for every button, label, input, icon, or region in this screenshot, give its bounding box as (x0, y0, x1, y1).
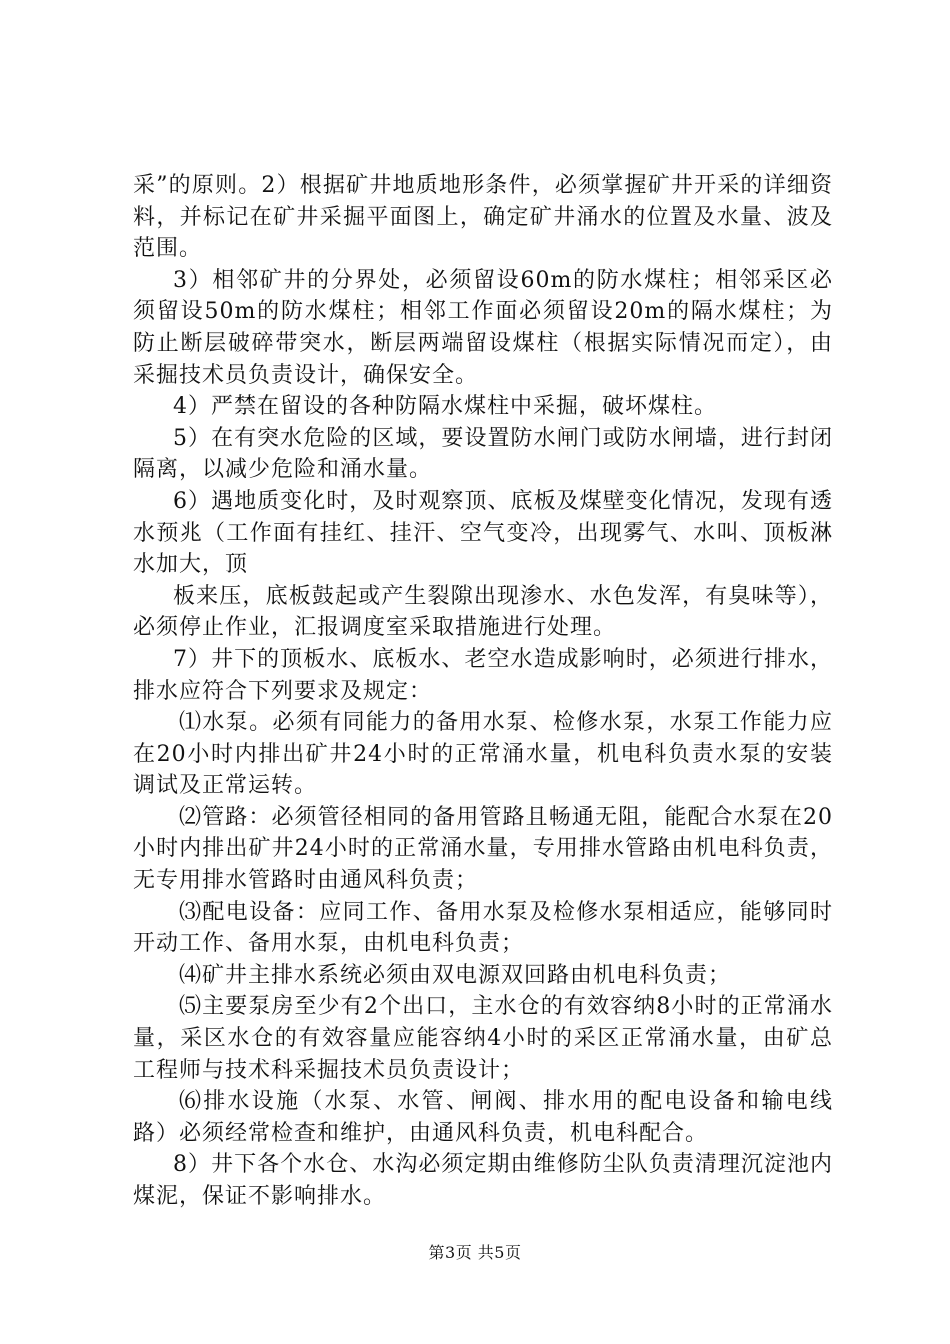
paragraph-item-3: 3）相邻矿井的分界处，必须留设60m的防水煤柱；相邻采区必须留设50m的防水煤柱；相邻工作面必须留设20m的隔水煤柱；为防止断层破碎带突水，断层两端留设煤柱（根据实际情况而定），由采掘技术员负责设计，确保安全。 (133, 267, 833, 388)
paragraph-item-4: 4）严禁在留设的各种防隔水煤柱中采掘，破坏煤柱。 (173, 394, 717, 420)
paragraph-subitem-5: ⑸主要泵房至少有2个出口，主水仓的有效容纳8小时的正常涌水量，采区水仓的有效容量应能容纳4小时的采区正常涌水量，由矿总工程师与技术科采掘技术员负责设计； (133, 994, 833, 1083)
paragraph-subitem-4: ⑷矿井主排水系统必须由双电源双回路由机电科负责； (179, 962, 732, 988)
paragraph-continuation: 采”的原则。2）根据矿井地质地形条件，必须掌握矿井开采的详细资料，并标记在矿井采掘平面图上，确定矿井涌水的位置及水量、波及范围。 (133, 173, 833, 262)
paragraph-subitem-2: ⑵管路：必须管径相同的备用管路且畅通无阻，能配合水泵在20小时内排出矿井24小时的正常涌水量，专用排水管路由机电科负责，无专用排水管路时由通风科负责； (133, 804, 833, 894)
page-footer (0, 1243, 950, 1263)
document-body (133, 170, 833, 1213)
paragraph-subitem-3: ⑶配电设备：应同工作、备用水泵及检修水泵相适应，能够同时开动工作、备用水泵，由机电科负责； (133, 899, 833, 957)
paragraph-item-6: 6）遇地质变化时，及时观察顶、底板及煤壁变化情况，发现有透水预兆（工作面有挂红、挂汗、空气变冷，出现雾气、水叫、顶板淋水加大，顶 (133, 488, 833, 578)
paragraph-subitem-1: ⑴水泵。必须有同能力的备用水泵、检修水泵，水泵工作能力应在20小时内排出矿井24小时的正常涌水量，机电科负责水泵的安装调试及正常运转。 (133, 710, 833, 799)
paragraph-subitem-6: ⑹排水设施（水泵、水管、闸阀、排水用的配电设备和输电线路）必须经常检查和维护，由通风科负责，机电科配合。 (133, 1089, 833, 1146)
page-number-indicator: 第3页 共5页 (428, 1243, 522, 1262)
paragraph-item-6-continued: 板来压，底板鼓起或产生裂隙出现渗水、水色发浑，有臭味等），必须停止作业，汇报调度室采取措施进行处理。 (133, 583, 833, 641)
paragraph-item-5: 5）在有突水危险的区域，要设置防水闸门或防水闸墙，进行封闭隔离，以减少危险和涌水量。 (133, 425, 833, 483)
paragraph-item-8: 8）井下各个水仓、水沟必须定期由维修防尘队负责清理沉淀池内煤泥，保证不影响排水。 (133, 1152, 833, 1209)
paragraph-item-7: 7）井下的顶板水、底板水、老空水造成影响时，必须进行排水，排水应符合下列要求及规定： (133, 646, 833, 704)
